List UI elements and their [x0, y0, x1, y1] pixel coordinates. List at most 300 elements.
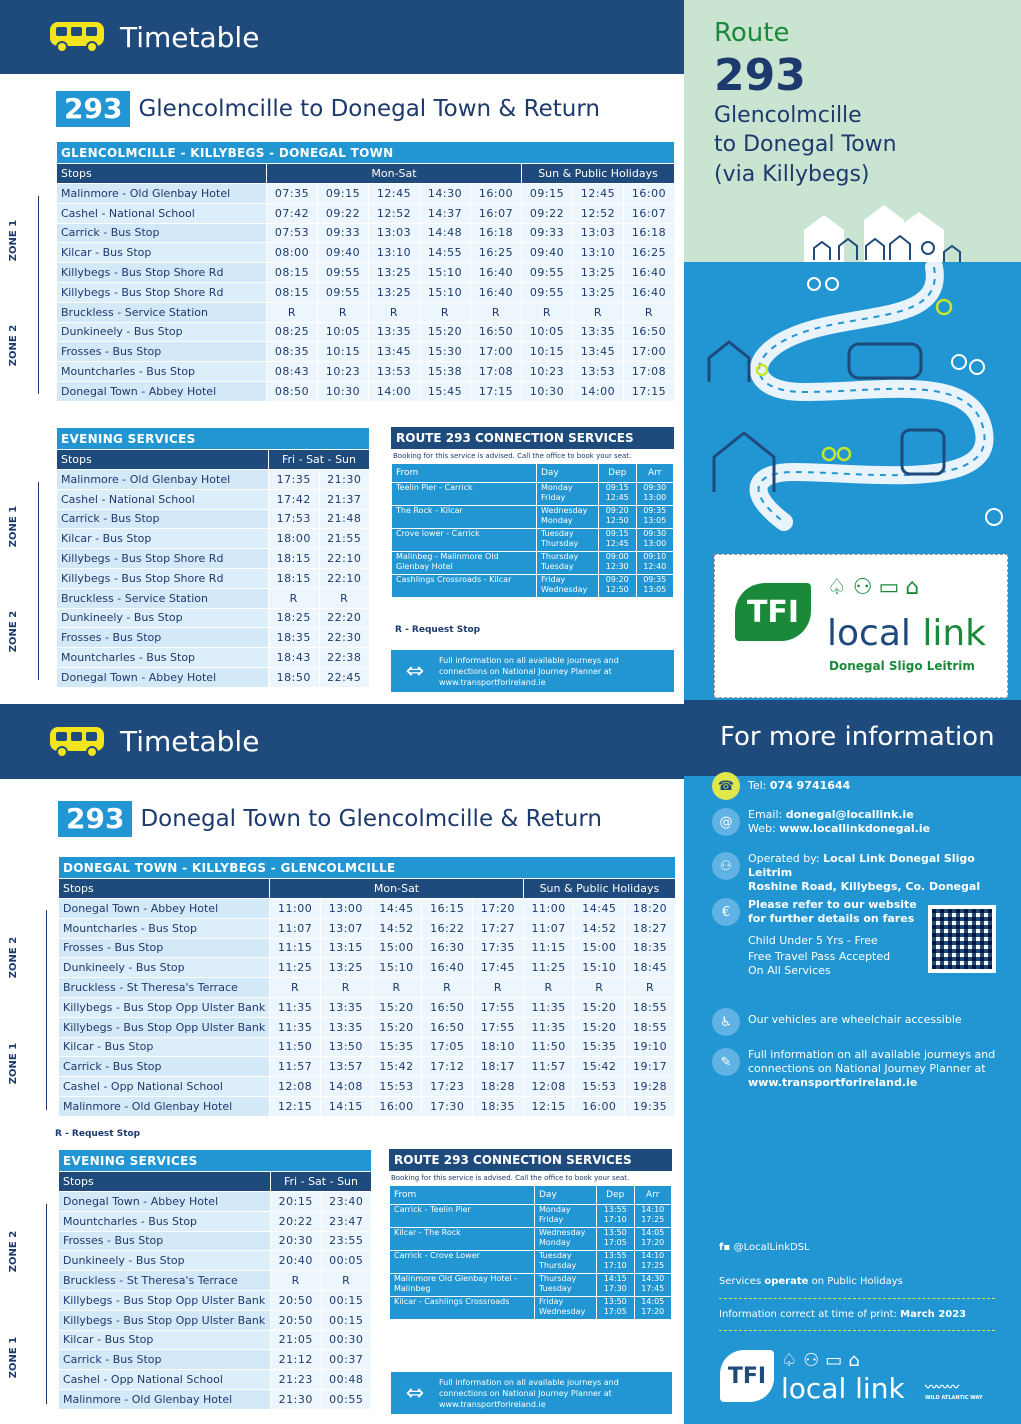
- time-cell: 14:55: [420, 243, 471, 263]
- table-row: [59, 918, 676, 938]
- time-cell: 07:53: [267, 223, 318, 243]
- social-row: [719, 1242, 810, 1253]
- time-cell: 22:10: [319, 549, 370, 569]
- time-cell: 13:10: [369, 243, 420, 263]
- table-row: [59, 1330, 372, 1350]
- time-cell: 16:40: [624, 263, 675, 283]
- stop-name: Bruckless - Service Station: [57, 302, 267, 322]
- table-row: [57, 342, 675, 362]
- time-cell: 08:35: [267, 342, 318, 362]
- request-stop-note: R - Request Stop: [55, 1129, 141, 1139]
- time-cell: 20:40: [271, 1251, 322, 1271]
- arrows-icon: ⇔: [405, 1380, 425, 1406]
- stop-name: Killybegs - Bus Stop Opp Ulster Bank: [59, 1017, 270, 1037]
- table-row: [59, 958, 676, 978]
- table-title-bar: EVENING SERVICES: [59, 1150, 372, 1172]
- inbound-timetable: [58, 856, 676, 1117]
- logo-pictograms-icon: ♤⚇▭⌂: [781, 1350, 866, 1371]
- time-cell: 17:23: [422, 1077, 473, 1097]
- time-cell: 09:15: [522, 184, 573, 204]
- time-cell: 16:50: [471, 322, 522, 342]
- table-row: [57, 184, 675, 204]
- bottom-header: [0, 704, 684, 779]
- time-cell: 08:43: [267, 362, 318, 382]
- local-word: local: [827, 613, 911, 654]
- time-cell: 18:55: [625, 997, 676, 1017]
- table-row: [57, 243, 675, 263]
- time-cell: 20:22: [271, 1211, 322, 1231]
- arr-cell: 14:05 17:20: [634, 1228, 672, 1251]
- table-row: [57, 203, 675, 223]
- stop-name: Dunkineely - Bus Stop: [57, 322, 267, 342]
- stop-name: Bruckless - St Theresa's Terrace: [59, 978, 270, 998]
- stop-name: Carrick - Bus Stop: [57, 509, 269, 529]
- dep-header: Dep: [599, 464, 637, 483]
- time-cell: 14:52: [574, 918, 625, 938]
- table-row: [57, 667, 370, 687]
- time-cell: 00:48: [321, 1370, 372, 1390]
- stop-name: Killybegs - Bus Stop Shore Rd: [57, 282, 267, 302]
- planner-icon: ✎: [712, 1048, 740, 1076]
- table-row: [59, 1057, 676, 1077]
- time-cell: 13:03: [573, 223, 624, 243]
- tfi-logo-small: TFI: [720, 1350, 774, 1402]
- time-cell: 18:17: [473, 1057, 524, 1077]
- time-cell: 15:35: [371, 1037, 422, 1057]
- facebook-twitter-icon: f▪: [719, 1242, 734, 1253]
- arrows-icon: ⇔: [405, 658, 425, 684]
- stop-name: Donegal Town - Abbey Hotel: [59, 1192, 271, 1212]
- table-row: [57, 263, 675, 283]
- route-illustration-panel: [684, 262, 1021, 700]
- time-cell: R: [320, 978, 371, 998]
- time-cell: 08:00: [267, 243, 318, 263]
- table-row: [392, 552, 674, 575]
- time-cell: 15:35: [574, 1037, 625, 1057]
- web-label: Web:: [748, 822, 776, 835]
- time-cell: 13:10: [573, 243, 624, 263]
- time-cell: 17:55: [473, 997, 524, 1017]
- time-cell: 15:20: [574, 1017, 625, 1037]
- dep-cell: 09:15 12:45: [599, 529, 637, 552]
- day-cell: Friday Wednesday: [537, 575, 599, 598]
- time-cell: 09:40: [318, 243, 369, 263]
- time-cell: 12:52: [573, 203, 624, 223]
- time-cell: 12:15: [270, 1096, 321, 1116]
- dep-cell: 09:00 12:30: [599, 552, 637, 575]
- time-cell: 10:15: [522, 342, 573, 362]
- table-row: [59, 1096, 676, 1116]
- time-cell: R: [624, 302, 675, 322]
- time-cell: R: [321, 1271, 372, 1291]
- stop-name: Cashel - Opp National School: [59, 1370, 271, 1390]
- table-row: [57, 568, 370, 588]
- table-row: [59, 1192, 372, 1212]
- time-cell: 14:45: [574, 899, 625, 919]
- time-cell: 00:30: [321, 1330, 372, 1350]
- time-cell: 21:30: [271, 1389, 322, 1409]
- stop-name: Malinmore - Old Glenbay Hotel: [59, 1096, 270, 1116]
- arr-cell: 09:30 13:00: [636, 529, 674, 552]
- time-cell: 14:48: [420, 223, 471, 243]
- stops-header: Stops: [57, 164, 267, 184]
- stop-name: Killybegs - Bus Stop Opp Ulster Bank: [59, 1290, 271, 1310]
- time-cell: 16:07: [471, 203, 522, 223]
- time-cell: 11:50: [523, 1037, 574, 1057]
- local-link-wordmark: [827, 613, 986, 654]
- time-cell: 17:35: [473, 938, 524, 958]
- route-line-3: (via Killybegs): [714, 162, 870, 187]
- operator-label: Operated by:: [748, 852, 820, 865]
- time-cell: 09:22: [522, 203, 573, 223]
- dep-cell: 09:20 12:50: [599, 506, 637, 529]
- time-cell: 13:15: [320, 938, 371, 958]
- time-cell: 17:12: [422, 1057, 473, 1077]
- time-cell: 16:07: [624, 203, 675, 223]
- arr-cell: 14:10 17:25: [634, 1251, 672, 1274]
- day-cell: Tuesday Thursday: [537, 529, 599, 552]
- top-header: [0, 0, 684, 74]
- time-cell: R: [523, 978, 574, 998]
- dep-cell: 09:20 12:50: [599, 575, 637, 598]
- table-row: [392, 506, 674, 529]
- region-name: Donegal Sligo Leitrim: [829, 659, 975, 673]
- time-cell: 15:53: [371, 1077, 422, 1097]
- table-row: [390, 1205, 672, 1228]
- table-row: [57, 549, 370, 569]
- from-cell: Malinmore Old Glenbay Hotel - Malinbeg: [390, 1274, 535, 1297]
- route-summary-panel: [684, 0, 1021, 262]
- stops-header: Stops: [57, 450, 269, 470]
- time-cell: 17:42: [269, 489, 320, 509]
- time-cell: 18:00: [269, 529, 320, 549]
- table-row: [392, 575, 674, 598]
- logo-pictograms-icon: ♤⚇▭⌂: [827, 575, 926, 600]
- time-cell: R: [420, 302, 471, 322]
- operator-address: Roshine Road, Killybegs, Co. Donegal: [748, 880, 981, 893]
- time-cell: 16:00: [371, 1096, 422, 1116]
- stop-name: Dunkineely - Bus Stop: [59, 958, 270, 978]
- time-cell: 14:00: [369, 381, 420, 401]
- route-line-2: to Donegal Town: [714, 132, 897, 157]
- time-cell: R: [269, 588, 320, 608]
- table-row: [59, 1037, 676, 1057]
- time-cell: 16:00: [574, 1096, 625, 1116]
- time-cell: R: [473, 978, 524, 998]
- stop-name: Mountcharles - Bus Stop: [57, 648, 269, 668]
- email-row: [712, 808, 930, 836]
- time-cell: 13:57: [320, 1057, 371, 1077]
- email-link[interactable]: donegal@locallink.ie: [785, 808, 914, 821]
- arr-header: Arr: [636, 464, 674, 483]
- time-cell: 15:42: [574, 1057, 625, 1077]
- table-row: [390, 1228, 672, 1251]
- time-cell: 11:00: [523, 899, 574, 919]
- holidays-note: Services operate on Public Holidays: [719, 1276, 903, 1287]
- wheelchair-row: [712, 1008, 962, 1036]
- web-link[interactable]: www.locallinkdonegal.ie: [779, 822, 931, 835]
- time-cell: 00:55: [321, 1389, 372, 1409]
- fares-row: [712, 898, 917, 978]
- zone-line: [38, 196, 39, 394]
- stops-header: Stops: [59, 879, 270, 899]
- time-cell: 15:38: [420, 362, 471, 382]
- zone-2-label: ZONE 2: [8, 936, 20, 978]
- day-header: Day: [535, 1186, 597, 1205]
- day-cell: Monday Friday: [537, 483, 599, 506]
- stop-name: Frosses - Bus Stop: [57, 342, 267, 362]
- time-cell: 21:37: [319, 489, 370, 509]
- stop-name: Cashel - National School: [57, 203, 267, 223]
- time-cell: 13:45: [369, 342, 420, 362]
- time-cell: 09:55: [522, 263, 573, 283]
- time-cell: 18:10: [473, 1037, 524, 1057]
- planner-line-2: connections on National Journey Planner at: [748, 1062, 986, 1075]
- stop-name: Killybegs - Bus Stop Opp Ulster Bank: [59, 997, 270, 1017]
- time-cell: 17:15: [624, 381, 675, 401]
- time-cell: 13:07: [320, 918, 371, 938]
- tel-label: Tel:: [748, 779, 767, 792]
- qr-code[interactable]: [928, 905, 996, 973]
- stop-name: Mountcharles - Bus Stop: [57, 362, 267, 382]
- route-map-illustration: [684, 262, 1021, 562]
- dep-cell: 13:50 17:05: [597, 1297, 635, 1320]
- time-cell: 09:33: [522, 223, 573, 243]
- tfi-logo: TFI: [735, 583, 811, 641]
- time-cell: 13:25: [573, 282, 624, 302]
- time-cell: 07:42: [267, 203, 318, 223]
- stop-name: Dunkineely - Bus Stop: [59, 1251, 271, 1271]
- stop-name: Kilcar - Bus Stop: [59, 1330, 271, 1350]
- time-cell: 21:05: [271, 1330, 322, 1350]
- tel-number[interactable]: 074 9741644: [769, 779, 851, 792]
- time-cell: 09:55: [318, 263, 369, 283]
- table-row: [57, 381, 675, 401]
- time-cell: 14:15: [320, 1096, 371, 1116]
- booking-note: Booking for this service is advised. Call the office to book your seat.: [393, 452, 632, 460]
- travel-pass-1: Free Travel Pass Accepted: [748, 950, 891, 963]
- time-cell: 11:35: [270, 1017, 321, 1037]
- time-cell: 16:40: [471, 263, 522, 283]
- zone-1-label: ZONE 1: [8, 1336, 20, 1378]
- day-cell: Friday Wednesday: [535, 1297, 597, 1320]
- time-cell: 18:35: [473, 1096, 524, 1116]
- time-cell: 16:18: [471, 223, 522, 243]
- operator-row: [712, 852, 1021, 894]
- inbound-evening-timetable: [58, 1149, 372, 1410]
- time-cell: 10:05: [522, 322, 573, 342]
- table-row: [59, 1077, 676, 1097]
- outbound-route-title: Glencolmcille to Donegal Town & Return: [138, 96, 600, 122]
- stop-name: Donegal Town - Abbey Hotel: [57, 667, 269, 687]
- time-cell: 14:45: [371, 899, 422, 919]
- time-cell: 21:12: [271, 1350, 322, 1370]
- time-cell: R: [625, 978, 676, 998]
- journey-planner-text: Full information on all available journeys and connections on National Journey Planner at www.transportforireland.ie: [439, 655, 619, 687]
- time-cell: 21:30: [319, 470, 370, 490]
- table-row: [59, 1231, 372, 1251]
- from-cell: Kilcar - The Rock: [390, 1228, 535, 1251]
- fares-line-2: for further details on fares: [748, 912, 915, 925]
- dep-cell: 13:55 17:10: [597, 1251, 635, 1274]
- zone-line: [46, 910, 47, 1110]
- time-cell: 18:20: [625, 899, 676, 919]
- table-row: [57, 648, 370, 668]
- time-cell: 13:50: [320, 1037, 371, 1057]
- phone-row: [712, 772, 850, 800]
- time-cell: 19:28: [625, 1077, 676, 1097]
- from-cell: Malinbeg - Malinmore Old Glenbay Hotel: [392, 552, 537, 575]
- time-cell: 15:20: [371, 997, 422, 1017]
- stop-name: Cashel - National School: [57, 489, 269, 509]
- time-cell: 19:17: [625, 1057, 676, 1077]
- from-cell: Carrick - Teelin Pier: [390, 1205, 535, 1228]
- print-date-note: Information correct at time of print: March 2023: [719, 1309, 967, 1320]
- route-number-large: 293: [714, 50, 806, 101]
- table-row: [59, 1350, 372, 1370]
- time-cell: 09:40: [522, 243, 573, 263]
- social-handle[interactable]: @LocalLinkDSL: [733, 1242, 810, 1253]
- mon-sat-header: Mon-Sat: [270, 879, 524, 899]
- table-row: [59, 978, 676, 998]
- time-cell: 17:20: [473, 899, 524, 919]
- time-cell: 17:05: [422, 1037, 473, 1057]
- time-cell: 18:55: [625, 1017, 676, 1037]
- day-cell: Thursday Tuesday: [535, 1274, 597, 1297]
- table-row: [57, 628, 370, 648]
- route-word: Route: [714, 18, 790, 48]
- stop-name: Mountcharles - Bus Stop: [59, 1211, 271, 1231]
- time-cell: 00:37: [321, 1350, 372, 1370]
- planner-row: [712, 1048, 995, 1090]
- email-label: Email:: [748, 808, 783, 821]
- time-cell: 13:35: [369, 322, 420, 342]
- stop-name: Carrick - Bus Stop: [59, 1350, 271, 1370]
- arr-cell: 14:05 17:20: [634, 1297, 672, 1320]
- time-cell: 19:10: [625, 1037, 676, 1057]
- time-cell: 15:20: [371, 1017, 422, 1037]
- time-cell: 23:55: [321, 1231, 372, 1251]
- time-cell: 09:33: [318, 223, 369, 243]
- table-row: [57, 322, 675, 342]
- header-title: Timetable: [120, 20, 260, 54]
- from-cell: Carrick - Crove Lower: [390, 1251, 535, 1274]
- time-cell: 20:50: [271, 1310, 322, 1330]
- sunday-header: Sun & Public Holidays: [522, 164, 675, 184]
- zone-line: [38, 482, 39, 680]
- time-cell: 15:10: [420, 282, 471, 302]
- time-cell: 11:15: [523, 938, 574, 958]
- time-cell: 09:55: [318, 282, 369, 302]
- stop-name: Dunkineely - Bus Stop: [57, 608, 269, 628]
- table-title-bar: GLENCOLMCILLE - KILLYBEGS - DONEGAL TOWN: [57, 142, 675, 164]
- zone-2-label: ZONE 2: [8, 324, 20, 366]
- wheelchair-icon: ♿: [712, 1008, 740, 1036]
- time-cell: 11:50: [270, 1037, 321, 1057]
- time-cell: 10:05: [318, 322, 369, 342]
- zone-2-label: ZONE 2: [8, 610, 20, 652]
- table-row: [59, 997, 676, 1017]
- dep-header: Dep: [597, 1186, 635, 1205]
- time-cell: 16:40: [624, 282, 675, 302]
- time-cell: 10:23: [318, 362, 369, 382]
- time-cell: 00:05: [321, 1251, 372, 1271]
- more-info-title: For more information: [720, 722, 995, 752]
- phone-icon: ☎: [712, 772, 740, 800]
- time-cell: 17:35: [269, 470, 320, 490]
- table-row: [57, 489, 370, 509]
- time-cell: 16:50: [422, 1017, 473, 1037]
- time-cell: 15:42: [371, 1057, 422, 1077]
- table-title-bar: EVENING SERVICES: [57, 428, 370, 450]
- day-cell: Tuesday Thursday: [535, 1251, 597, 1274]
- zone-line: [46, 1204, 47, 1404]
- time-cell: 17:55: [473, 1017, 524, 1037]
- time-cell: R: [522, 302, 573, 322]
- journey-planner-box: [391, 650, 674, 692]
- email-icon: @: [712, 808, 740, 836]
- from-cell: Kilcar - Cashlings Crossroads: [390, 1297, 535, 1320]
- table-row: [392, 529, 674, 552]
- time-cell: 11:07: [270, 918, 321, 938]
- time-cell: 07:35: [267, 184, 318, 204]
- time-cell: 15:00: [574, 938, 625, 958]
- table-row: [57, 470, 370, 490]
- stops-header: Stops: [59, 1172, 271, 1192]
- table-row: [59, 1389, 372, 1409]
- time-cell: 16:15: [422, 899, 473, 919]
- time-cell: 16:50: [624, 322, 675, 342]
- sunday-header: Sun & Public Holidays: [523, 879, 675, 899]
- time-cell: 13:00: [320, 899, 371, 919]
- wheelchair-text: Our vehicles are wheelchair accessible: [748, 1013, 962, 1026]
- time-cell: 13:25: [320, 958, 371, 978]
- arr-cell: 09:30 13:00: [636, 483, 674, 506]
- time-cell: 18:15: [269, 549, 320, 569]
- time-cell: 15:20: [420, 322, 471, 342]
- time-cell: 08:15: [267, 263, 318, 283]
- time-cell: 21:48: [319, 509, 370, 529]
- time-cell: 18:25: [269, 608, 320, 628]
- outbound-timetable: [56, 141, 675, 402]
- time-cell: 12:45: [369, 184, 420, 204]
- table-row: [57, 509, 370, 529]
- time-cell: 16:40: [422, 958, 473, 978]
- from-cell: Crove lower - Carrick: [392, 529, 537, 552]
- header-title: Timetable: [120, 725, 260, 758]
- planner-link[interactable]: www.transportforireland.ie: [748, 1076, 918, 1089]
- operator-icon: ⚇: [712, 852, 740, 880]
- time-cell: 16:50: [422, 997, 473, 1017]
- time-cell: 13:35: [573, 322, 624, 342]
- time-cell: 15:20: [574, 997, 625, 1017]
- time-cell: 13:03: [369, 223, 420, 243]
- stop-name: Donegal Town - Abbey Hotel: [57, 381, 267, 401]
- stop-name: Cashel - Opp National School: [59, 1077, 270, 1097]
- time-cell: 11:35: [523, 1017, 574, 1037]
- bus-icon: [48, 20, 106, 54]
- time-cell: 08:50: [267, 381, 318, 401]
- day-cell: Monday Friday: [535, 1205, 597, 1228]
- stop-name: Killybegs - Bus Stop Shore Rd: [57, 263, 267, 283]
- time-cell: 09:22: [318, 203, 369, 223]
- arr-cell: 14:30 17:45: [634, 1274, 672, 1297]
- time-cell: 17:00: [471, 342, 522, 362]
- time-cell: 16:25: [471, 243, 522, 263]
- table-row: [392, 483, 674, 506]
- table-row: [57, 282, 675, 302]
- time-cell: 23:47: [321, 1211, 372, 1231]
